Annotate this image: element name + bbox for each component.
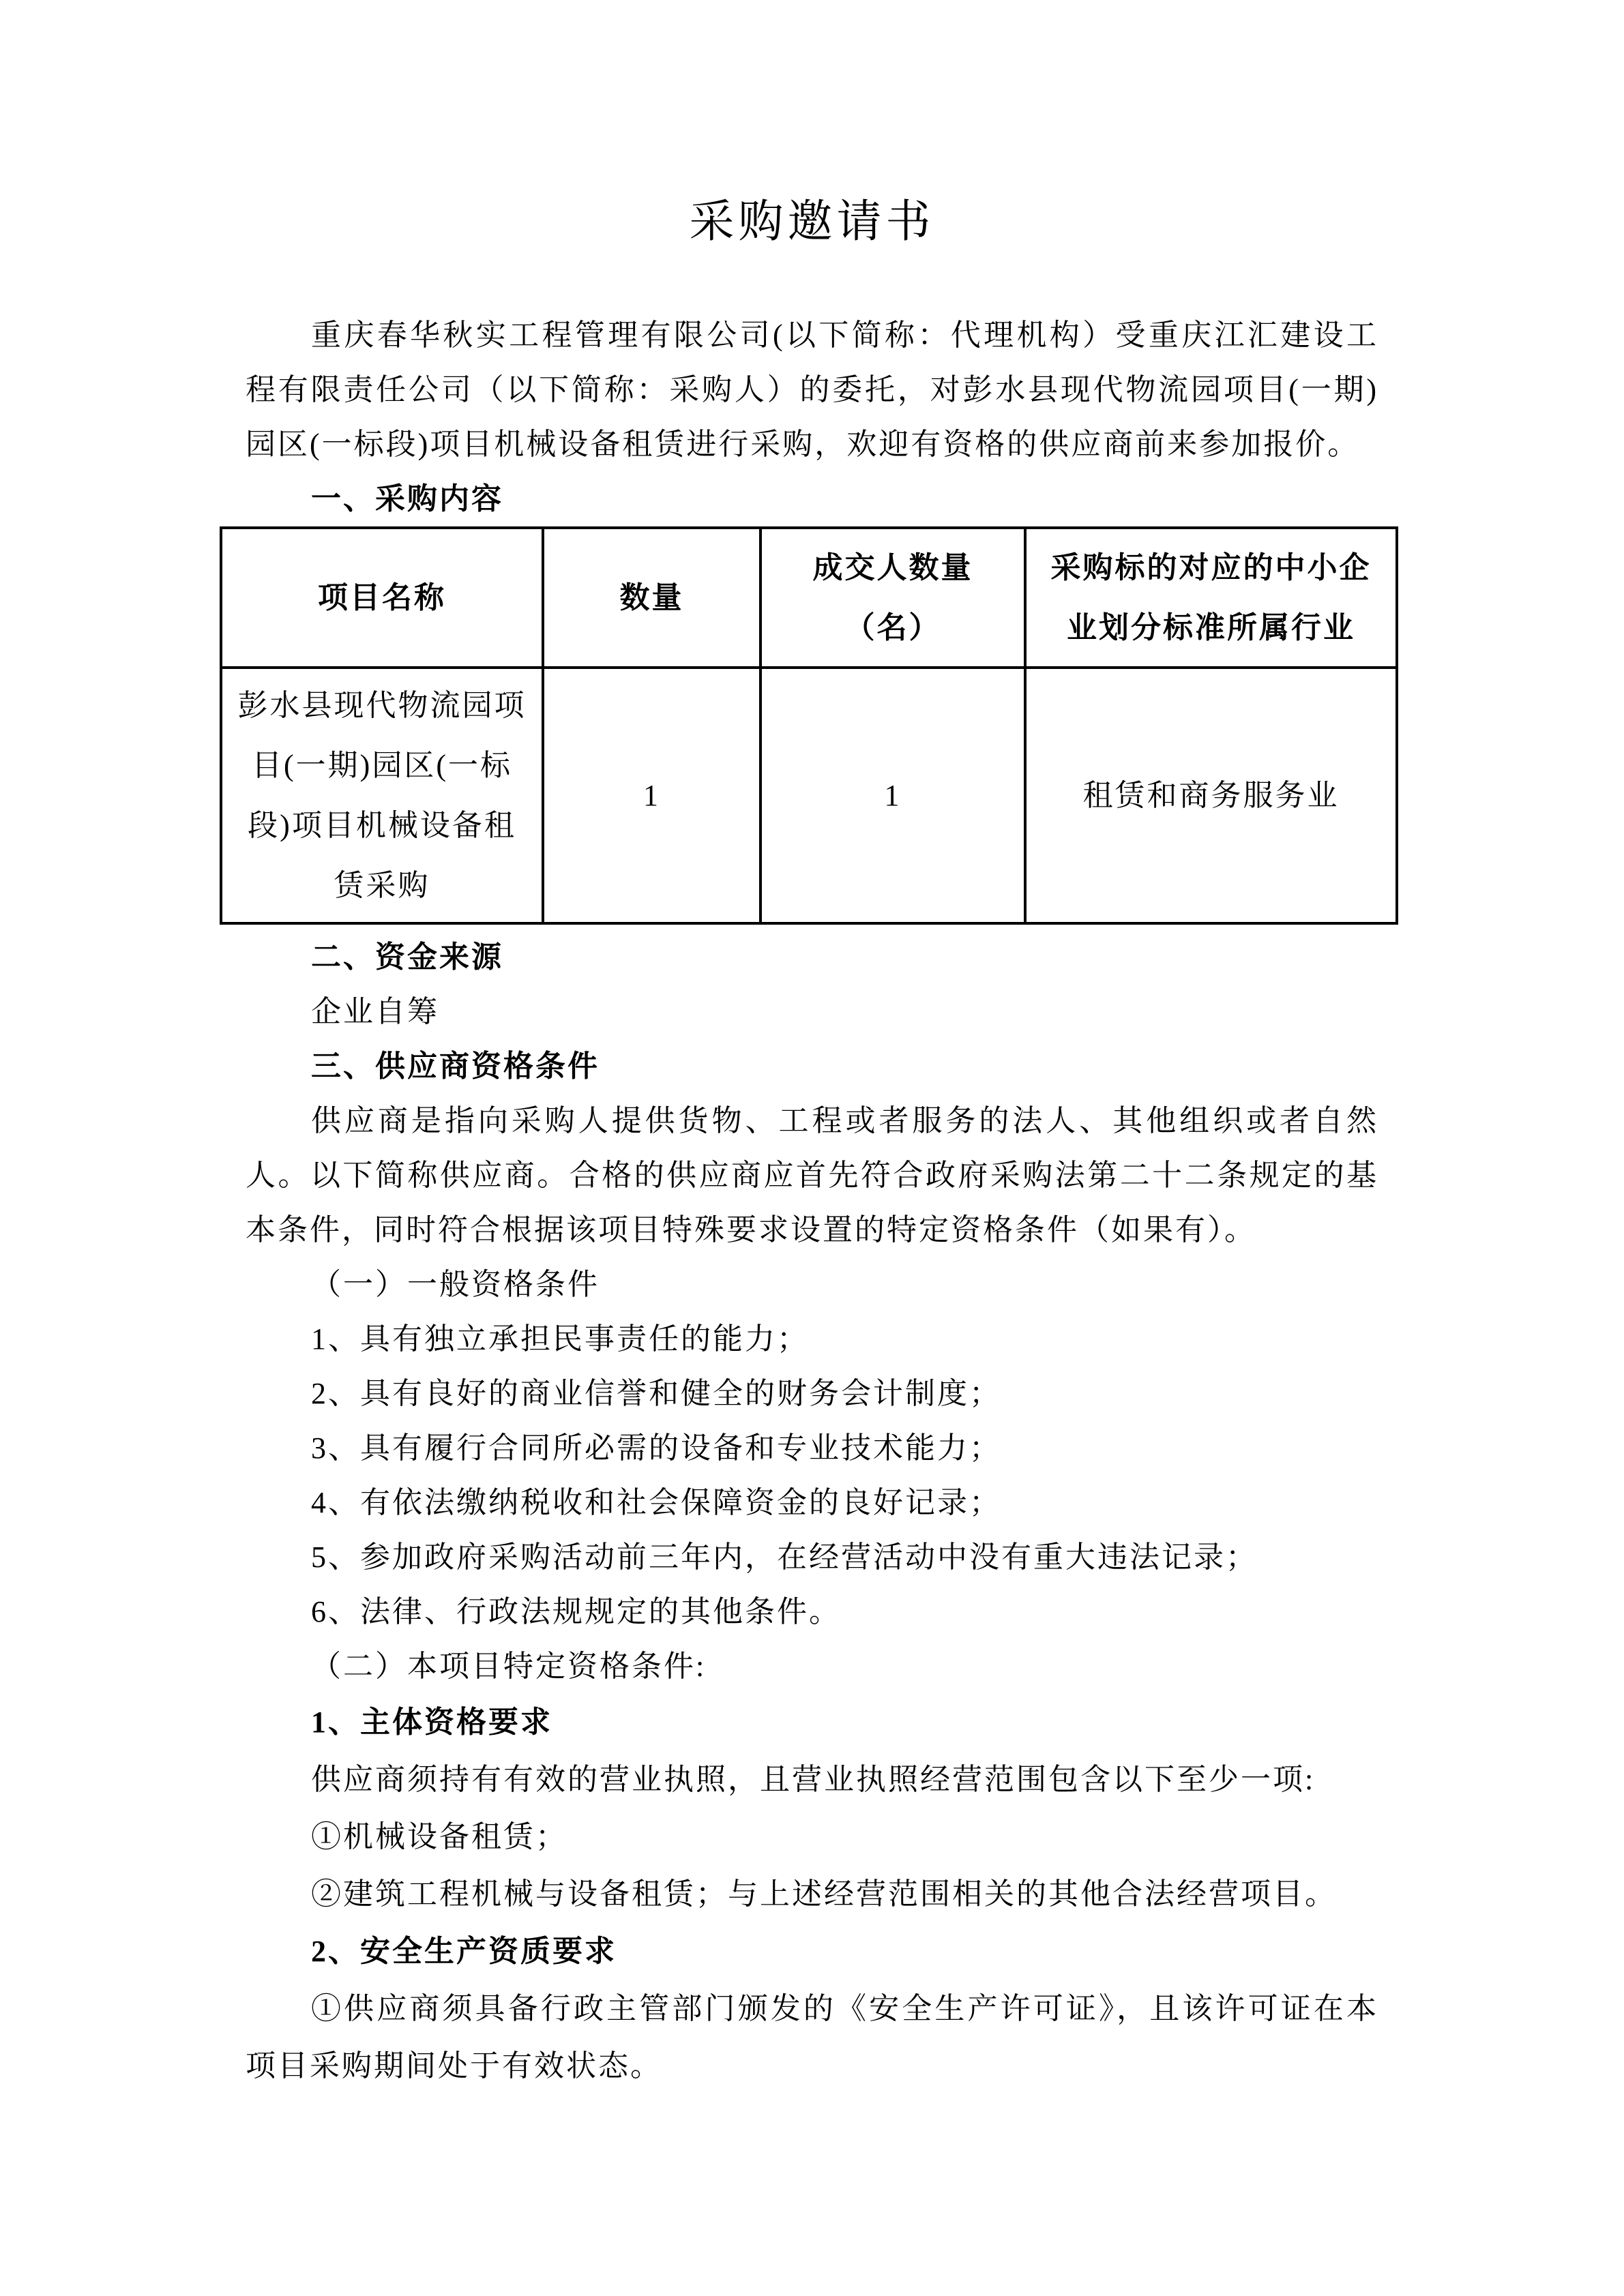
table-header-row xyxy=(221,528,1397,668)
document-title: 采购邀请书 xyxy=(689,197,935,247)
safety-qualification-heading: 2、安全生产资质要求 xyxy=(311,1935,617,1968)
subject-qualification-intro: 供应商须持有有效的营业执照，且营业执照经营范围包含以下至少一项: xyxy=(311,1763,1316,1796)
general-condition-item-1: 1、具有独立承担民事责任的能力； xyxy=(311,1322,809,1356)
table-data-row xyxy=(221,668,1397,923)
general-condition-item-6: 6、法律、行政法规规定的其他条件。 xyxy=(311,1595,841,1628)
funding-source-text: 企业自筹 xyxy=(311,995,439,1028)
specific-conditions-heading: （二）本项目特定资格条件: xyxy=(311,1650,707,1683)
procurement-table xyxy=(220,526,1398,925)
license-scope-item-2: ②建筑工程机械与设备租赁；与上述经营范围相关的其他合法经营项目。 xyxy=(311,1877,1337,1911)
section-heading-procurement-content: 一、采购内容 xyxy=(311,482,503,516)
col-header-industry: 采购标的对应的中小企业划分标准所属行业 xyxy=(1025,528,1397,668)
intro-paragraph: 重庆春华秋实工程管理有限公司(以下简称：代理机构）受重庆江汇建设工程有限责任公司（以下简称：采购人）的委托，对彭水县现代物流园项目(一期)园区(一标段)项目机械设备租赁进行采购，欢迎有资格的供应商前来参加报价。 xyxy=(246,318,1378,461)
col-header-winner-count: 成交人数量（名） xyxy=(761,528,1025,668)
section-heading-funding-source: 二、资金来源 xyxy=(311,940,503,974)
general-condition-item-4: 4、有依法缴纳税收和社会保障资金的良好记录； xyxy=(311,1486,1001,1519)
col-header-project-name: 项目名称 xyxy=(221,528,543,668)
general-condition-item-5: 5、参加政府采购活动前三年内，在经营活动中没有重大违法记录； xyxy=(311,1540,1258,1574)
col-header-quantity: 数量 xyxy=(543,528,761,668)
subject-qualification-heading: 1、主体资格要求 xyxy=(311,1705,552,1739)
section-heading-supplier-qualifications: 三、供应商资格条件 xyxy=(311,1049,600,1083)
safety-qualification-text: ①供应商须具备行政主管部门颁发的《安全生产许可证》，且该许可证在本项目采购期间处于有效状态。 xyxy=(246,1992,1378,2083)
cell-industry: 租赁和商务服务业 xyxy=(1025,668,1397,923)
supplier-qualifications-intro: 供应商是指向采购人提供货物、工程或者服务的法人、其他组织或者自然人。以下简称供应商。合格的供应商应首先符合政府采购法第二十二条规定的基本条件，同时符合根据该项目特殊要求设置的特定资格条件（如果有）。 xyxy=(246,1104,1378,1247)
general-conditions-heading: （一）一般资格条件 xyxy=(311,1268,600,1301)
cell-winner-count: 1 xyxy=(761,668,1025,923)
cell-quantity: 1 xyxy=(543,668,761,923)
cell-project-name: 彭水县现代物流园项目(一期)园区(一标段)项目机械设备租赁采购 xyxy=(221,668,543,923)
license-scope-item-1: ①机械设备租赁； xyxy=(311,1820,567,1853)
general-condition-item-2: 2、具有良好的商业信誉和健全的财务会计制度； xyxy=(311,1377,1001,1410)
general-condition-item-3: 3、具有履行合同所必需的设备和专业技术能力； xyxy=(311,1431,1001,1465)
